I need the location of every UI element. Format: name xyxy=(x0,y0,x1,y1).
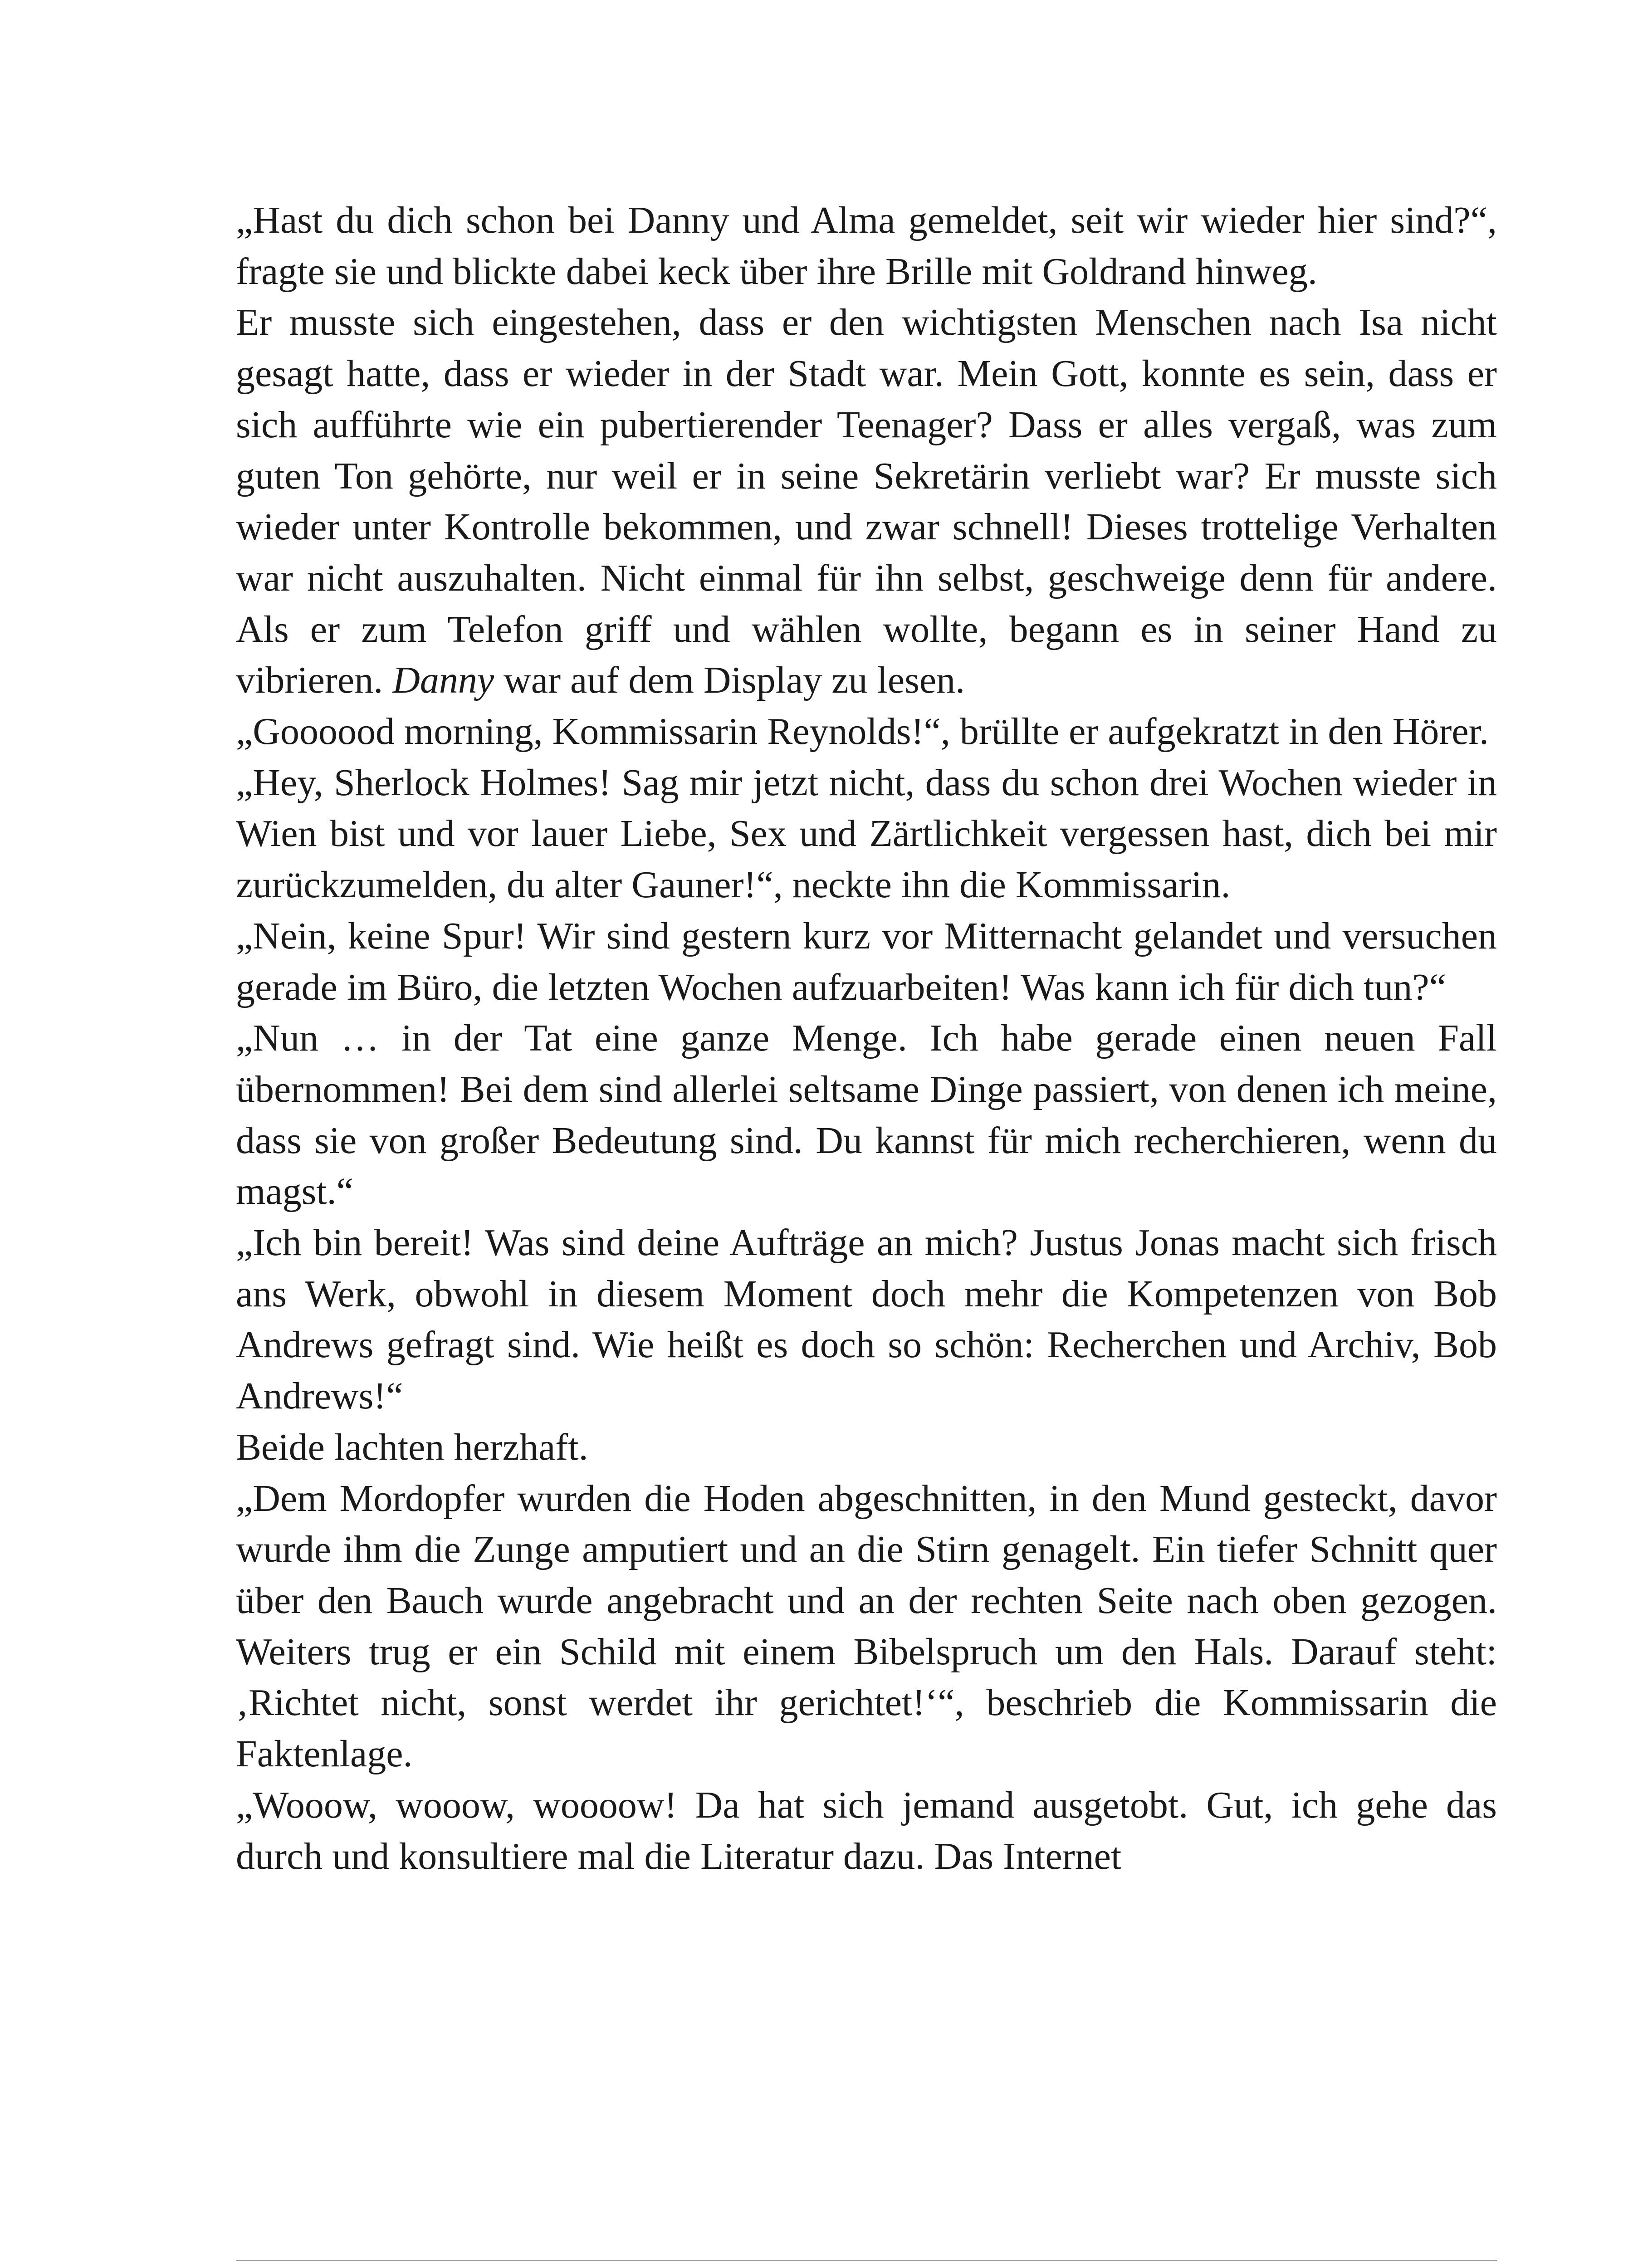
paragraph: Beide lachten herzhaft. xyxy=(236,1426,588,1468)
paragraph: „Hast du dich schon bei Danny und Alma gemeldet, seit wir wieder hier sind?“, fragte sie und blickte dabei keck über ihre Brille mit Goldrand hinweg. xyxy=(236,199,1497,293)
paragraph: „Dem Mordopfer wurden die Hoden abgeschnitten, in den Mund gesteckt, davor wurde ihm die Zunge amputiert und an die Stirn genagelt. Ein tiefer Schnitt quer über den Bauch wurde angebracht und an der rechten Seite nach oben gezogen. Weiters trug er ein Schild mit einem Bibelspruch um den Hals. Darauf steht: ‚Richtet nicht, sonst werdet ihr gerichtet!‘“, beschrieb die Kommissarin die Faktenlage. xyxy=(236,1477,1497,1775)
paragraph-text: war auf dem Display zu lesen. xyxy=(494,659,965,702)
footer-divider xyxy=(236,2260,1497,2261)
italic-name: Danny xyxy=(392,659,494,702)
paragraph: „Ich bin bereit! Was sind deine Aufträge an mich? Justus Jonas macht sich frisch ans Werk, obwohl in diesem Moment doch mehr die Kompetenzen von Bob Andrews gefragt sind. Wie heißt es doch so schön: Recherchen und Archiv, Bob Andrews!“ xyxy=(236,1222,1497,1418)
paragraph: „Goooood morning, Kommissarin Reynolds!“, brüllte er aufgekratzt in den Hörer. xyxy=(236,710,1489,753)
paragraph: „Wooow, wooow, woooow! Da hat sich jemand ausgetobt. Gut, ich gehe das durch und konsultiere mal die Literatur dazu. Das Internet xyxy=(236,1784,1497,1877)
paragraph xyxy=(236,297,1497,706)
paragraph: „Nun … in der Tat eine ganze Menge. Ich habe gerade einen neuen Fall übernommen! Bei dem sind allerlei seltsame Dinge passiert, von denen ich meine, dass sie von großer Bedeutung sind. Du kannst für mich recherchieren, wenn du magst.“ xyxy=(236,1017,1497,1213)
paragraph-text: Er musste sich eingestehen, dass er den wichtigsten Menschen nach Isa nicht gesagt hatte, dass er wieder in der Stadt war. Mein Gott, konnte es sein, dass er sich aufführte wie ein pubertierender Teenager? Dass er alles vergaß, was zum guten Ton gehörte, nur weil er in seine Sekretärin verliebt war? Er musste sich wieder unter Kontrolle bekommen, und zwar schnell! Dieses trottelige Verhalten war nicht auszuhalten. Nicht einmal für ihn selbst, geschweige denn für andere. Als er zum Telefon griff und wählen wollte, begann es in seiner Hand zu vibrieren. xyxy=(236,301,1497,702)
body-text xyxy=(236,195,1497,1882)
paragraph: „Nein, keine Spur! Wir sind gestern kurz vor Mitternacht gelandet und versuchen gerade im Büro, die letzten Wochen aufzuarbeiten! Was kann ich für dich tun?“ xyxy=(236,914,1497,1008)
paragraph: „Hey, Sherlock Holmes! Sag mir jetzt nicht, dass du schon drei Wochen wieder in Wien bist und vor lauer Liebe, Sex und Zärtlichkeit vergessen hast, dich bei mir zurückzumelden, du alter Gauner!“, neckte ihn die Kommissarin. xyxy=(236,761,1497,906)
